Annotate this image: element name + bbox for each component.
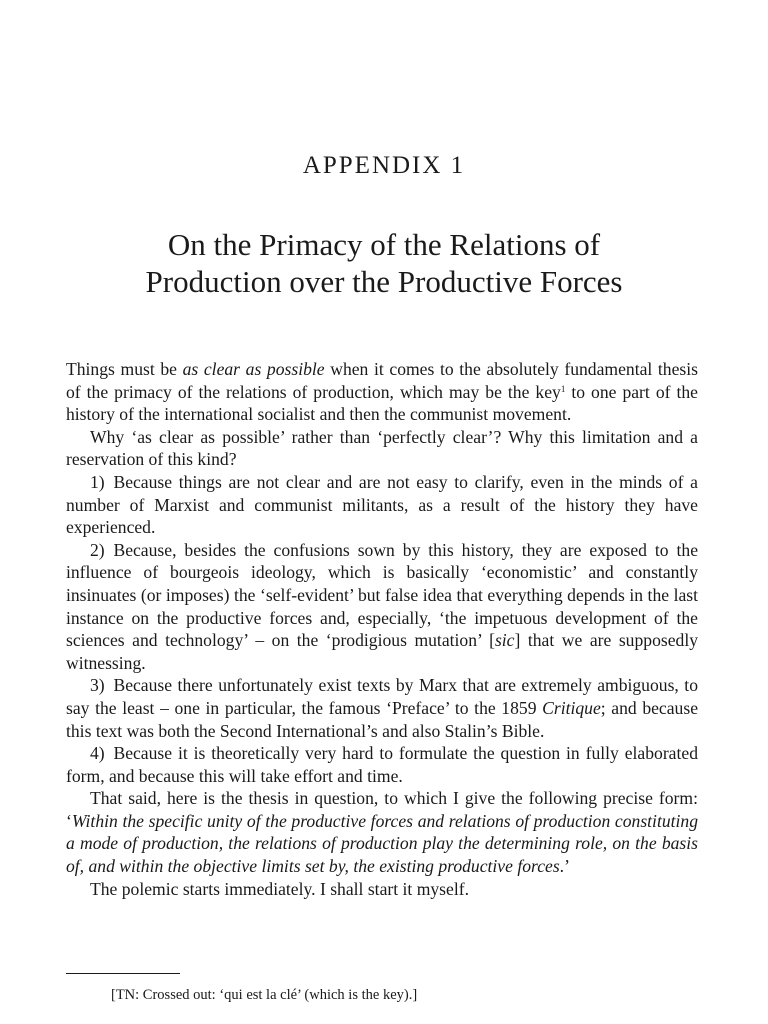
chapter-title-line-2: Production over the Productive Forces <box>145 264 623 299</box>
footnote <box>111 986 711 1004</box>
emphasis: sic <box>494 630 515 651</box>
paragraph-2: Why ‘as clear as possible’ rather than ‘perfectly clear’? Why this limitation and a reservation of this kind? <box>66 426 698 470</box>
paragraph-5: 3) Because there unfortunately exist texts by Marx that are extremely ambiguous, to say the least – one in particular, the famous ‘Preface’ to the 1859 Critique; and because this text was both the Second International’s and also Stalin’s Bible. <box>66 675 699 741</box>
paragraph-1: Things must be as clear as possible when it comes to the absolutely fundamental thesis of the primacy of the relations of production, which may be the key$^1$ to one part of the history of the international socialist and then the communist movement. <box>66 359 698 425</box>
body-text <box>66 358 698 900</box>
chapter-title-line-1: On the Primacy of the Relations of <box>167 227 601 262</box>
thesis-emphasis: Within the specific unity of the productive forces and relations of production constituting a mode of production, the relations of production play the determining role, on the basis of, and within the objective limits set by, the existing productive forces <box>66 810 698 877</box>
paragraph-8: The polemic starts immediately. I shall start it myself. <box>90 878 469 899</box>
paragraph-4: 2) Because, besides the confusions sown by this history, they are exposed to the influence of bourgeois ideology, which is basically ‘economistic’ and constantly insinuates (or imposes) the ‘self-evident’ but false idea that everything depends in the last instance on the productive forces and, especially, ‘the impetuous development of the sciences and technology’ – on the ‘prodigious mutation’ [sic] that we are supposedly witnessing. <box>66 539 698 673</box>
appendix-label: APPENDIX 1 <box>302 152 466 179</box>
paragraph-7: That said, here is the thesis in question, to which I give the following precise form: ‘Within the specific unity of the productive forces and relations of production constituting a mode of production, the relations of production play the determining role, on the basis of, and within the objective limits set by, the existing productive forces.’ <box>66 788 698 877</box>
emphasis: Critique <box>542 697 601 718</box>
chapter-title <box>0 226 768 300</box>
footnote-divider <box>66 973 180 974</box>
emphasis: as clear as possible <box>182 359 325 379</box>
footnote-marker: 1 <box>560 383 566 394</box>
paragraph-3: 1) Because things are not clear and are not easy to clarify, even in the minds of a number of Marxist and communist militants, as a result of the history they have experienced. <box>66 471 698 538</box>
footnote-text: [TN: Crossed out: ‘qui est la clé’ (which is the key).] <box>111 987 418 1003</box>
paragraph-6: 4) Because it is theoretically very hard to formulate the question in fully elaborated form, and because this will take effort and time. <box>66 743 698 786</box>
